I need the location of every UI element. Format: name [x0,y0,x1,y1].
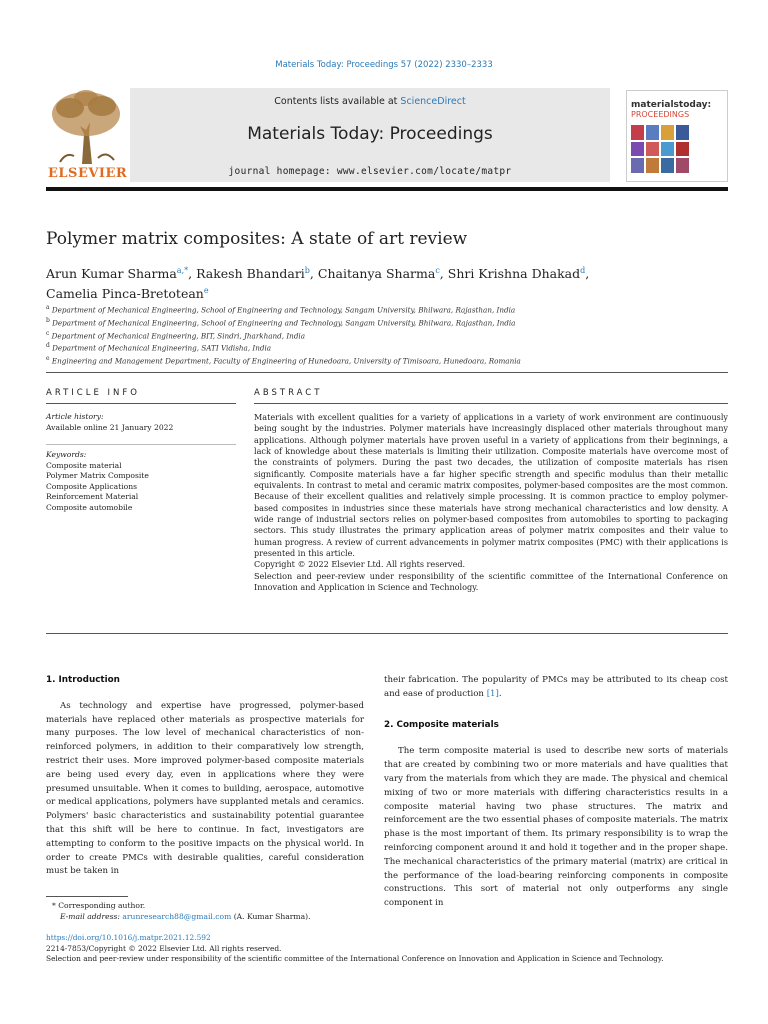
journal-cover-thumbnail [626,90,728,182]
abstract-bottom-rule [46,633,728,634]
journal-header [46,86,728,186]
keywords-block [46,450,236,514]
author-5-sup[interactable]: e [203,286,209,295]
abstract-copyright: Copyright © 2022 Elsevier Ltd. All rights reserved. [254,559,466,570]
author-4[interactable]: Shri Krishna Dhakad [447,266,581,281]
keyword-item: Composite material [46,460,122,470]
author-4-sup[interactable]: d [580,266,586,275]
author-1-sup[interactable]: a,* [176,266,189,275]
email-suffix: (A. Kumar Sharma). [231,912,311,921]
keyword-item: Reinforcement Material [46,492,139,502]
affiliation-item [46,354,726,367]
article-history [46,412,236,433]
article-info-rule [46,403,236,404]
journal-info-box [130,88,610,182]
abstract-heading: ABSTRACT [254,388,323,398]
affiliation-text: Department of Mechanical Engineering, School of Engineering and Technology, Sangam University, Bhilwara, Rajasthan, India [51,305,516,315]
author-5[interactable]: Camelia Pinca-Bretotean [46,286,204,301]
author-sep: , [188,266,197,281]
author-2[interactable]: Rakesh Bhandari [196,266,305,281]
affiliation-rule [46,372,728,373]
author-sep: , [439,266,448,281]
tree-icon [46,86,126,166]
journal-citation[interactable]: Materials Today: Proceedings 57 (2022) 2330–2333 [275,60,493,70]
bottom-matter [46,933,728,965]
author-sep: , [309,266,318,281]
author-sep: , [585,266,590,281]
footnote [46,900,376,922]
author-1[interactable]: Arun Kumar Sharma [46,266,177,281]
cover-brand [631,101,711,120]
abstract-text: Materials with excellent qualities for a variety of applications in a variety of work environment are continuously being sought by the industries. Polymer materials have increasingly displaced other materials throughout many applications. Although polymer materials have proven useful in a variety of applications from their beginnings, a lack of knowledge about these materials is limiting their utilization. Composite materials have overcome most of the constraints of polymers. During the past two decades, the utilization of composite materials has risen significantly. Composite materials have a far higher specific strength and specific modulus than their metallic equivalents. In contrast to metal and ceramic matrix composites, polymer-based composites are the most common. Because of their excellent qualities and relatively simple processing. It is common practice to employ polymer-based composites in industries since these materials have strong mechanical characteristics and low density. A wide range of industrial sectors relies on polymer-based composites from automobiles to sporting to packaging sectors. This study illustrates the primary application areas of polymer matrix composites and their value to human progress. A review of current advancements in polymer matrix composites (PMC) with their applications is presented in this article. [254,412,728,559]
introduction-continued [384,674,728,702]
header-rule [46,187,728,191]
contents-line [130,96,610,107]
affiliation-text: Engineering and Management Department, Faculty of Engineering of Hunedoara, University of Timisoara, Hunedoara, Romania [51,356,521,366]
cover-brand-text: materialstoday: [631,100,712,110]
keyword-item: Composite Applications [46,481,137,491]
affiliation-item [46,341,726,354]
keywords-label: Keywords: [46,450,87,459]
affiliation-text: Department of Mechanical Engineering, School of Engineering and Technology, Sangam University, Bhilwara, Rajasthan, India [52,318,516,328]
history-label: Article history: [46,412,104,421]
affiliation-sup: d [46,342,50,350]
affiliation-sup: c [46,329,50,337]
journal-homepage[interactable]: journal homepage: www.elsevier.com/locate/matpr [228,166,512,177]
intro-end: . [498,688,502,699]
reference-link-1[interactable]: [1] [486,688,499,699]
introduction-heading: 1. Introduction [46,675,120,685]
abstract-body [254,412,728,594]
author-3-sup[interactable]: c [435,266,440,275]
footnote-rule [46,896,128,897]
article-info-heading: ARTICLE INFO [46,388,140,398]
paper-title: Polymer matrix composites: A state of art review [46,229,468,249]
journal-title: Materials Today: Proceedings [247,124,493,144]
author-2-sup[interactable]: b [304,266,310,275]
email-label: E-mail address: [60,912,123,921]
issn-copyright: 2214-7853/Copyright © 2022 Elsevier Ltd. All rights reserved. [46,943,282,953]
sciencedirect-link[interactable]: ScienceDirect [400,96,466,107]
affiliation-text: Department of Mechanical Engineering, BIT, Sindri, Jharkhand, India [51,330,305,340]
composite-materials-heading: 2. Composite materials [384,719,499,730]
abstract-rule [254,403,728,404]
abstract-selection: Selection and peer-review under responsibility of the scientific committee of the International Conference on Innovation and Application in Science and Technology. [254,570,728,593]
cover-image-grid [631,125,689,173]
available-online: Available online 21 January 2022 [46,422,174,432]
contents-prefix: Contents lists available at [274,96,401,107]
affiliation-sup: a [46,304,50,311]
info-divider [46,444,236,445]
affiliation-sup: e [46,355,50,363]
doi-link[interactable]: https://doi.org/10.1016/j.matpr.2021.12.592 [46,933,211,942]
author-3[interactable]: Chaitanya Sharma [317,266,436,281]
affiliation-list [46,303,726,367]
corresponding-author-note: * Corresponding author. [52,901,146,910]
affiliation-text: Department of Mechanical Engineering, SATI Vidisha, India [52,343,272,353]
elsevier-logo [46,86,126,182]
keyword-item: Composite automobile [46,502,133,512]
email-line [46,911,376,922]
affiliation-sup: b [46,316,50,324]
intro-cont-text: their fabrication. The popularity of PMCs may be attributed to its cheap cost and ease of production [384,675,728,699]
right-column [384,674,728,911]
affiliation-item [46,303,726,316]
introduction-text: As technology and expertise have progressed, polymer-based materials have replaced other materials as prospective materials for many purposes. The low level of mechanical characteristics of non-reinforced polymers, in addition to their comparatively low strength, restrict their uses. More improved polymer-based composite materials are being used every day, even in applications where they were presumed unsuitable. When it comes to building, aerospace, automotive or medical applications, polymers have supplanted metals and ceramics. Polymers' basic characteristics and sustainability potential guarantee that this shift will be here to continue. In fact, investigators are attempting to conform to the positive impacts on the physical world. In order to create PMCs with desirable qualities, careful consideration must be taken in [46,700,364,877]
author-list [46,262,646,302]
left-column [46,674,364,879]
bottom-selection: Selection and peer-review under responsibility of the scientific committee of the International Conference on Innovation and Application in Science and Technology. [46,954,664,963]
publisher-wordmark: ELSEVIER [48,166,128,181]
affiliation-item [46,316,726,329]
keyword-item: Polymer Matrix Composite [46,471,149,481]
email-link[interactable]: arunresearch88@gmail.com [122,912,232,921]
composite-materials-text: The term composite material is used to describe new sorts of materials that are created by combining two or more materials and have qualities that vary from the materials from which they are made. The physical and chemical mixing of two or more materials with differing characteristics results in a composite material having two phase structures. The matrix and reinforcement are the two essential phases of composite materials. The matrix phase is the most important of them. Its primary responsibility is to wrap the reinforcing component around it and hold it together and in the proper shape. The mechanical characteristics of the primary material (matrix) are critical in the performance of the load-bearing reinforcing components in composite constructions. This sort of material not only outperforms any single component in [384,746,728,909]
cover-sub-text: PROCEEDINGS [631,110,690,119]
affiliation-item [46,329,726,342]
